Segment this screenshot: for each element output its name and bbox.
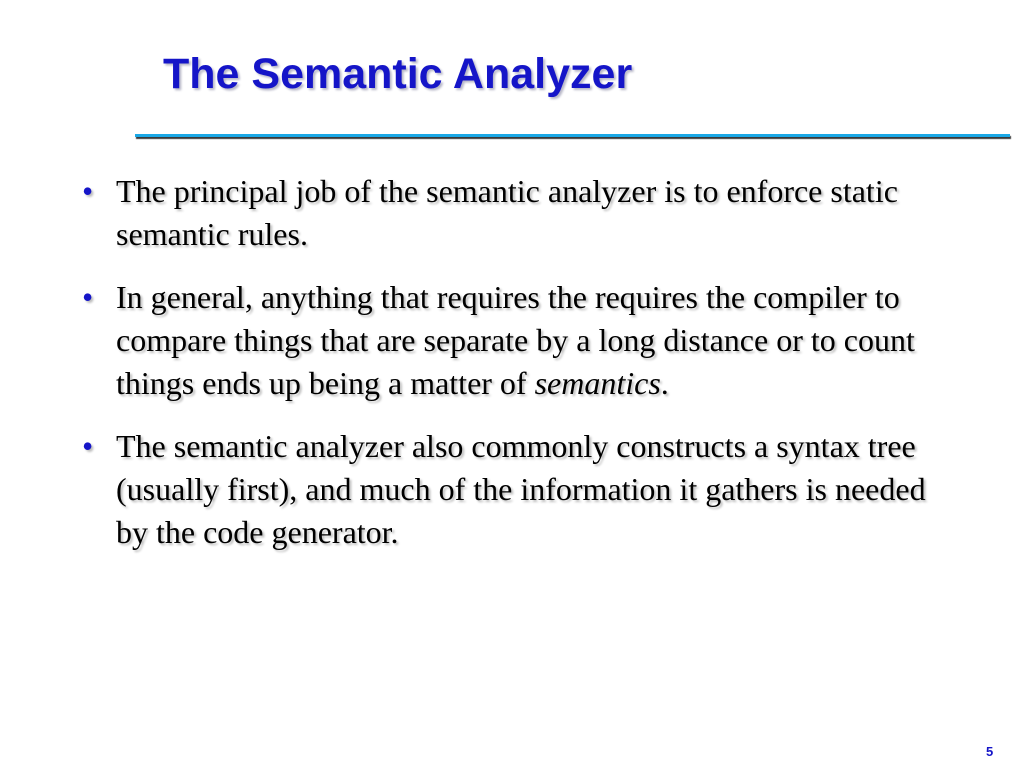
bullet-text: The semantic analyzer also commonly constructs a syntax tree (usually first), and much of the information it gathers is needed by the code generator. bbox=[116, 428, 926, 550]
bullet-text: The principal job of the semantic analyzer is to enforce static semantic rules. bbox=[116, 173, 898, 252]
bullet-dot-icon: • bbox=[82, 279, 94, 315]
bullet-dot-icon: • bbox=[82, 428, 94, 464]
bullet-text-tail: . bbox=[660, 365, 669, 401]
slide-title: The Semantic Analyzer bbox=[163, 50, 633, 98]
bullet-text bbox=[116, 279, 915, 401]
bullet-item bbox=[82, 170, 962, 256]
bullet-item bbox=[82, 276, 962, 405]
bullet-list bbox=[82, 170, 962, 574]
bullet-text-lead: In general, anything that requires the requires the compiler to compare things that are separate by a long distance or to count things ends up being a matter of bbox=[116, 279, 915, 401]
bullet-emphasis: semantics bbox=[534, 365, 661, 401]
title-divider bbox=[135, 134, 1010, 137]
bullet-dot-icon: • bbox=[82, 173, 94, 209]
page-number: 5 bbox=[986, 744, 994, 759]
bullet-item bbox=[82, 425, 962, 554]
